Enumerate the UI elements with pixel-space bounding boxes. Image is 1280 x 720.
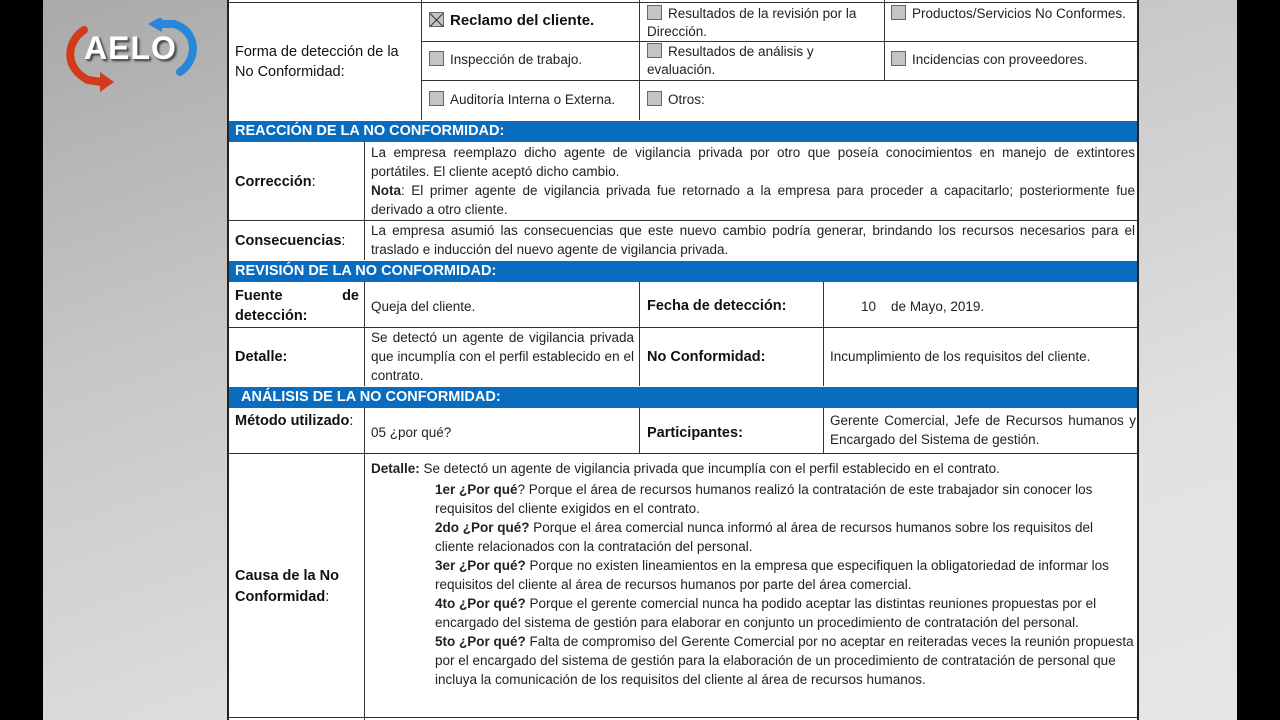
divider <box>884 0 885 80</box>
deteccion-label: Forma de detección de la No Conformidad: <box>235 44 399 80</box>
divider <box>229 453 1139 454</box>
correccion-label: Corrección: <box>235 174 316 190</box>
divider <box>421 80 1139 81</box>
checkbox-icon[interactable] <box>647 43 662 58</box>
checkbox-icon[interactable] <box>647 5 662 20</box>
detalle-value: Se detectó un agente de vigilancia privada que incumplía con el perfil establecido en el contrato. <box>371 330 634 383</box>
correccion-text: La empresa reemplazo dicho agente de vigilancia privada por otro que poseía conocimientos en manejo de extintores portátiles. El cliente aceptó dicho cambio. Nota: El primer agente de vigilancia privada fue retornado a la empresa para proceder a capacitarlo; posteriormente fue derivado a otro cliente. <box>371 145 1135 217</box>
aelo-logo <box>62 18 202 94</box>
porque-item: 4to ¿Por qué? Porque el gerente comercial nunca ha podido aceptar las distintas reuniones propuestas por el encargado del sistema de gestión para elaborar en conjunto un procedimiento de contratación del personal. <box>435 596 1097 630</box>
letterbox-left <box>0 0 43 720</box>
divider <box>364 142 365 260</box>
divider <box>229 717 1139 718</box>
participantes-label: Participantes: <box>647 425 743 441</box>
option-productos-no-conformes[interactable]: Productos/Servicios No Conformes. <box>891 5 1131 23</box>
checkbox-icon[interactable] <box>429 51 444 66</box>
porque-item: 3er ¿Por qué? Porque no existen lineamientos en la empresa que especifiquen la obligatoriedad de informar los requisitos del cliente al área de recursos humanos por parte del área comercial. <box>435 558 1109 592</box>
section-header-revision: REVISIÓN DE LA NO CONFORMIDAD: <box>229 261 1139 282</box>
divider <box>823 408 824 453</box>
metodo-label: Método utilizado: <box>235 413 354 429</box>
fuente-value: Queja del cliente. <box>371 299 476 314</box>
fuente-label: Fuente de detección: <box>235 288 359 324</box>
fecha-label: Fecha de detección: <box>647 298 787 314</box>
divider <box>823 282 824 386</box>
option-reclamo-cliente[interactable]: Reclamo del cliente. <box>429 12 594 29</box>
option-otros[interactable]: Otros: <box>647 90 705 109</box>
divider <box>364 282 365 386</box>
consecuencias-text: La empresa asumió las consecuencias que este nuevo cambio podría generar, brindando los recursos necesarios para el traslado e inducción del nuevo agente de vigilancia privada. <box>371 223 1135 257</box>
divider <box>229 2 1139 3</box>
porque-item: 1er ¿Por qué? Porque el área de recursos humanos realizó la contratación de este trabajador sin conocer los requisitos del cliente exigidos en el contrato. <box>435 482 1093 516</box>
checkbox-icon[interactable] <box>429 91 444 106</box>
checkbox-icon[interactable] <box>891 5 906 20</box>
option-incidencias-proveedores[interactable]: Incidencias con proveedores. <box>891 50 1088 69</box>
divider <box>421 0 422 120</box>
checkbox-checked-icon[interactable] <box>429 12 444 27</box>
checkbox-icon[interactable] <box>891 51 906 66</box>
letterbox-right <box>1237 0 1280 720</box>
option-resultados-analisis[interactable]: Resultados de análisis y evaluación. <box>647 44 814 77</box>
section-header-analisis: ANÁLISIS DE LA NO CONFORMIDAD: <box>229 387 1139 408</box>
divider <box>639 408 640 453</box>
option-auditoria[interactable]: Auditoría Interna o Externa. <box>429 90 615 109</box>
option-inspeccion-trabajo[interactable]: Inspección de trabajo. <box>429 50 582 69</box>
checkbox-icon[interactable] <box>647 91 662 106</box>
logo-text: AELO <box>84 30 177 66</box>
consecuencias-label: Consecuencias: <box>235 233 346 249</box>
fecha-value: 10 de Mayo, 2019. <box>861 299 985 314</box>
porque-list <box>435 480 1135 689</box>
divider <box>421 41 1139 42</box>
metodo-value: 05 ¿por qué? <box>371 425 452 440</box>
section-header-reaccion: REACCIÓN DE LA NO CONFORMIDAD: <box>229 121 1139 142</box>
divider <box>364 408 365 720</box>
causa-label: Causa de la No Conformidad: <box>235 568 339 605</box>
no-conformidad-value: Incumplimiento de los requisitos del cliente. <box>830 349 1091 364</box>
divider <box>229 327 1139 328</box>
nota-label: Nota <box>371 183 401 198</box>
non-conformity-form <box>227 0 1139 720</box>
porque-item: 2do ¿Por qué? Porque el área comercial nunca informó al área de recursos humanos sobre los requisitos del cliente relacionados con la contratación del personal. <box>435 520 1094 554</box>
participantes-value: Gerente Comercial, Jefe de Recursos humanos y Encargado del Sistema de gestión. <box>830 413 1136 447</box>
causa-detalle: Detalle: Se detectó un agente de vigilancia privada que incumplía con el perfil establecido en el contrato. <box>371 461 1000 476</box>
option-revision-direccion[interactable]: Resultados de la revisión por la Dirección. <box>647 6 857 39</box>
divider <box>639 282 640 386</box>
no-conformidad-label: No Conformidad: <box>647 349 766 365</box>
divider <box>639 0 640 120</box>
detalle-label: Detalle: <box>235 349 288 365</box>
porque-item: 5to ¿Por qué? Falta de compromiso del Gerente Comercial por no aceptar en reiteradas veces la reunión propuesta por el encargado del sistema de gestión para la elaboración de un procedimiento de contratación de personal que incluya la comunicación de los requisitos del cliente al área de recursos humanos. <box>435 634 1134 687</box>
